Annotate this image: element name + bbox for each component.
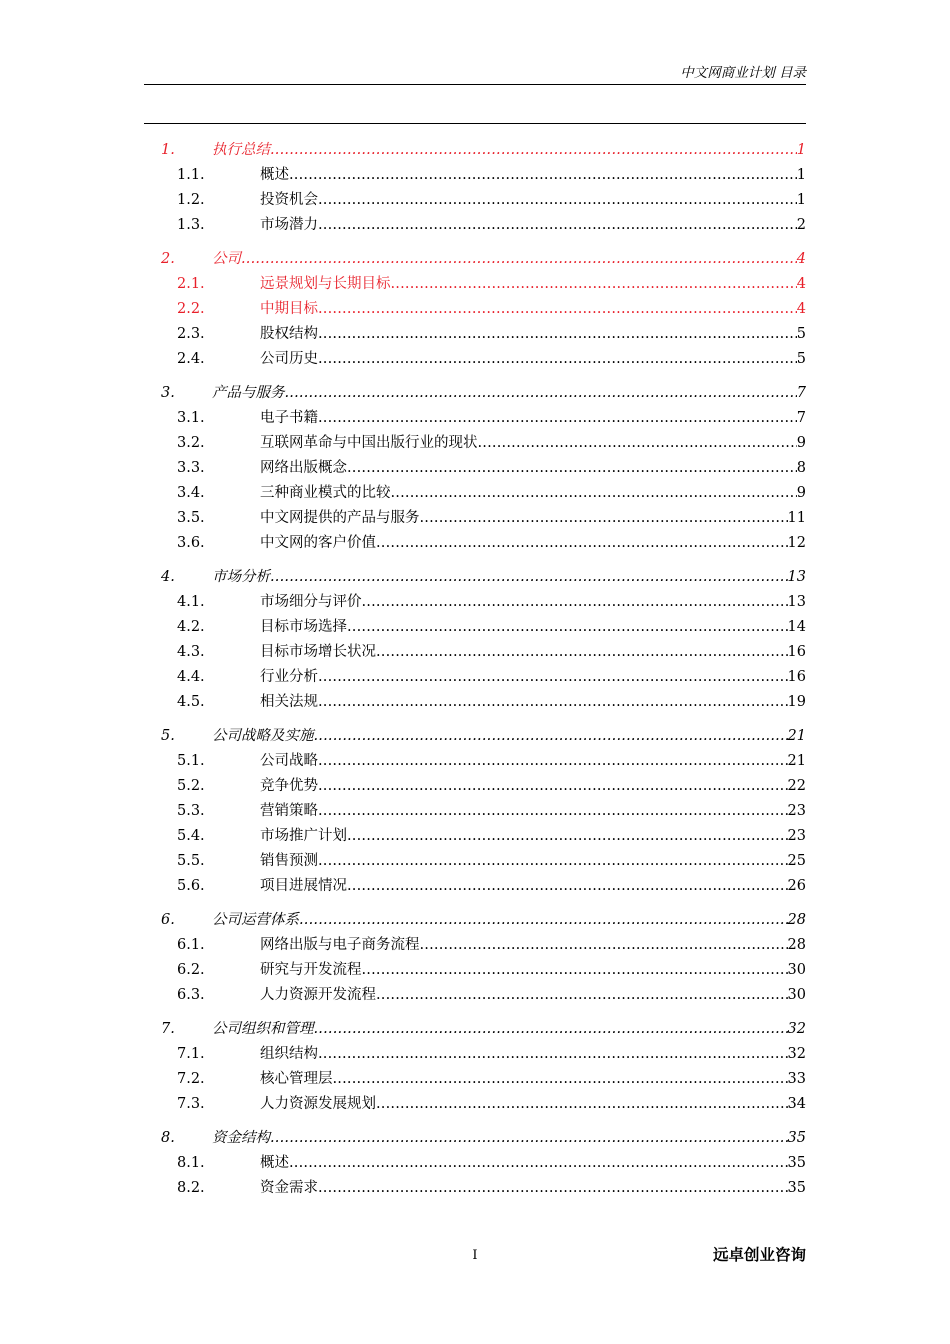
toc-chapter-entry[interactable]	[144, 381, 806, 406]
toc-section-group	[144, 247, 806, 372]
toc-entry-page: 8	[796, 460, 806, 476]
toc-dot-leader	[318, 849, 788, 874]
toc-entry-page: 4	[796, 301, 806, 317]
footer-brand: 远卓创业咨询	[712, 1246, 806, 1264]
toc-entry-number: 3.1.	[177, 410, 205, 426]
page-number: I	[472, 1248, 478, 1263]
toc-entry-number: 5.4.	[177, 828, 205, 844]
toc-section-entry[interactable]	[144, 406, 806, 431]
toc-section-entry[interactable]	[144, 1151, 806, 1176]
toc-entry-title: 资金需求	[260, 1180, 318, 1196]
toc-section-entry[interactable]	[144, 347, 806, 372]
toc-entry-title: 相关法规	[260, 694, 318, 710]
toc-dot-leader	[314, 724, 788, 749]
toc-entry-title: 远景规划与长期目标	[260, 276, 391, 292]
toc-entry-number: 2.4.	[177, 351, 205, 367]
toc-entry-number: 7.1.	[177, 1046, 205, 1062]
toc-dot-leader	[318, 665, 788, 690]
table-of-contents	[144, 138, 806, 1210]
toc-entry-page: 1	[796, 142, 806, 158]
toc-chapter-entry[interactable]	[144, 1126, 806, 1151]
toc-entry-number: 5.2.	[177, 778, 205, 794]
toc-entry-number: 5.5.	[177, 853, 205, 869]
toc-entry-page: 14	[787, 619, 806, 635]
toc-section-entry[interactable]	[144, 1067, 806, 1092]
toc-entry-title: 三种商业模式的比较	[260, 485, 391, 501]
toc-entry-page: 35	[787, 1180, 806, 1196]
toc-dot-leader	[347, 824, 788, 849]
toc-entry-title: 网络出版概念	[260, 460, 347, 476]
toc-section-entry[interactable]	[144, 431, 806, 456]
toc-entry-number: 4.1.	[177, 594, 205, 610]
toc-entry-title: 网络出版与电子商务流程	[260, 937, 420, 953]
toc-dot-leader	[333, 1067, 788, 1092]
toc-entry-number: 2.3.	[177, 326, 205, 342]
toc-entry-page: 23	[787, 828, 806, 844]
toc-chapter-entry[interactable]	[144, 138, 806, 163]
toc-entry-title: 项目进展情况	[260, 878, 347, 894]
toc-dot-leader	[318, 188, 797, 213]
toc-entry-title: 公司运营体系	[212, 912, 299, 928]
toc-entry-page: 34	[787, 1096, 806, 1112]
toc-entry-title: 中文网的客户价值	[260, 535, 376, 551]
page-header: 中文网商业计划 目录	[680, 65, 806, 81]
toc-entry-number: 8.	[161, 1130, 175, 1146]
toc-chapter-entry[interactable]	[144, 1017, 806, 1042]
toc-entry-title: 目标市场增长状况	[260, 644, 376, 660]
toc-dot-leader	[347, 874, 788, 899]
toc-entry-number: 3.4.	[177, 485, 205, 501]
toc-entry-number: 4.4.	[177, 669, 205, 685]
toc-dot-leader	[318, 690, 788, 715]
toc-entry-title: 互联网革命与中国出版行业的现状	[260, 435, 478, 451]
toc-dot-leader	[318, 322, 797, 347]
toc-section-group	[144, 138, 806, 238]
toc-dot-leader	[241, 247, 797, 272]
toc-dot-leader	[420, 506, 788, 531]
toc-section-entry[interactable]	[144, 188, 806, 213]
toc-section-entry[interactable]	[144, 506, 806, 531]
toc-chapter-entry[interactable]	[144, 908, 806, 933]
toc-section-entry[interactable]	[144, 213, 806, 238]
toc-entry-number: 1.3.	[177, 217, 205, 233]
toc-entry-number: 7.2.	[177, 1071, 205, 1087]
toc-entry-page: 32	[787, 1046, 806, 1062]
toc-entry-title: 营销策略	[260, 803, 318, 819]
toc-section-entry[interactable]	[144, 322, 806, 347]
toc-entry-title: 公司战略	[260, 753, 318, 769]
toc-dot-leader	[318, 213, 797, 238]
toc-entry-page: 9	[796, 485, 806, 501]
toc-entry-number: 5.1.	[177, 753, 205, 769]
toc-dot-leader	[376, 1092, 788, 1117]
toc-entry-page: 9	[796, 435, 806, 451]
toc-entry-page: 5	[796, 351, 806, 367]
toc-section-entry[interactable]	[144, 272, 806, 297]
toc-entry-number: 5.	[161, 728, 175, 744]
toc-entry-title: 市场细分与评价	[260, 594, 362, 610]
toc-section-entry[interactable]	[144, 1042, 806, 1067]
toc-entry-number: 6.	[161, 912, 175, 928]
toc-section-entry[interactable]	[144, 874, 806, 899]
toc-top-rule	[144, 123, 806, 124]
toc-entry-title: 概述	[260, 1155, 289, 1171]
toc-section-entry[interactable]	[144, 933, 806, 958]
toc-entry-page: 12	[787, 535, 806, 551]
toc-entry-number: 7.3.	[177, 1096, 205, 1112]
toc-entry-title: 产品与服务	[212, 385, 285, 401]
toc-entry-title: 公司历史	[260, 351, 318, 367]
toc-entry-title: 行业分析	[260, 669, 318, 685]
toc-dot-leader	[478, 431, 797, 456]
toc-entry-title: 概述	[260, 167, 289, 183]
toc-section-group	[144, 908, 806, 1008]
toc-entry-title: 销售预测	[260, 853, 318, 869]
toc-entry-title: 公司战略及实施	[212, 728, 314, 744]
toc-entry-number: 5.3.	[177, 803, 205, 819]
toc-entry-title: 市场推广计划	[260, 828, 347, 844]
toc-section-entry[interactable]	[144, 1176, 806, 1201]
toc-entry-title: 中文网提供的产品与服务	[260, 510, 420, 526]
toc-entry-number: 3.6.	[177, 535, 205, 551]
toc-section-entry[interactable]	[144, 163, 806, 188]
toc-dot-leader	[270, 565, 788, 590]
toc-entry-number: 6.2.	[177, 962, 205, 978]
toc-section-entry[interactable]	[144, 774, 806, 799]
toc-entry-title: 竞争优势	[260, 778, 318, 794]
toc-entry-page: 13	[787, 569, 806, 585]
toc-entry-number: 3.5.	[177, 510, 205, 526]
toc-entry-page: 30	[787, 987, 806, 1003]
toc-section-group	[144, 565, 806, 715]
toc-entry-page: 1	[796, 192, 806, 208]
toc-entry-page: 22	[787, 778, 806, 794]
toc-dot-leader	[318, 799, 788, 824]
toc-entry-page: 2	[796, 217, 806, 233]
toc-entry-number: 4.3.	[177, 644, 205, 660]
toc-dot-leader	[347, 456, 797, 481]
toc-entry-page: 16	[787, 644, 806, 660]
toc-chapter-entry[interactable]	[144, 565, 806, 590]
toc-dot-leader	[314, 1017, 788, 1042]
toc-entry-page: 33	[787, 1071, 806, 1087]
toc-entry-number: 4.2.	[177, 619, 205, 635]
toc-section-group	[144, 1017, 806, 1117]
toc-entry-page: 16	[787, 669, 806, 685]
toc-dot-leader	[318, 347, 797, 372]
toc-chapter-entry[interactable]	[144, 724, 806, 749]
toc-dot-leader	[318, 297, 797, 322]
toc-entry-title: 目标市场选择	[260, 619, 347, 635]
toc-dot-leader	[318, 749, 788, 774]
toc-entry-page: 5	[796, 326, 806, 342]
toc-entry-page: 30	[787, 962, 806, 978]
toc-entry-page: 23	[787, 803, 806, 819]
toc-entry-number: 3.	[161, 385, 175, 401]
toc-section-entry[interactable]	[144, 849, 806, 874]
toc-section-entry[interactable]	[144, 640, 806, 665]
toc-dot-leader	[420, 933, 788, 958]
toc-entry-number: 2.1.	[177, 276, 205, 292]
toc-dot-leader	[376, 640, 788, 665]
toc-section-entry[interactable]	[144, 983, 806, 1008]
toc-section-entry[interactable]	[144, 799, 806, 824]
toc-entry-page: 4	[796, 251, 806, 267]
toc-section-entry[interactable]	[144, 690, 806, 715]
toc-section-entry[interactable]	[144, 297, 806, 322]
toc-entry-title: 核心管理层	[260, 1071, 333, 1087]
toc-entry-page: 11	[787, 510, 806, 526]
toc-entry-page: 32	[787, 1021, 806, 1037]
toc-entry-title: 市场分析	[212, 569, 270, 585]
toc-section-entry[interactable]	[144, 665, 806, 690]
toc-entry-page: 21	[787, 753, 806, 769]
toc-section-entry[interactable]	[144, 481, 806, 506]
toc-entry-page: 21	[787, 728, 806, 744]
toc-dot-leader	[391, 481, 797, 506]
toc-entry-number: 7.	[161, 1021, 175, 1037]
toc-entry-title: 组织结构	[260, 1046, 318, 1062]
toc-entry-number: 4.5.	[177, 694, 205, 710]
toc-dot-leader	[376, 983, 788, 1008]
toc-section-entry[interactable]	[144, 615, 806, 640]
toc-dot-leader	[391, 272, 797, 297]
toc-entry-page: 1	[796, 167, 806, 183]
toc-dot-leader	[318, 774, 788, 799]
toc-entry-page: 19	[787, 694, 806, 710]
header-rule	[144, 84, 806, 85]
toc-section-group	[144, 381, 806, 556]
toc-entry-number: 1.	[161, 142, 175, 158]
toc-entry-number: 3.2.	[177, 435, 205, 451]
toc-section-entry[interactable]	[144, 749, 806, 774]
toc-entry-number: 5.6.	[177, 878, 205, 894]
toc-section-entry[interactable]	[144, 958, 806, 983]
toc-dot-leader	[376, 531, 788, 556]
toc-entry-number: 2.2.	[177, 301, 205, 317]
toc-entry-number: 8.1.	[177, 1155, 205, 1171]
toc-entry-number: 4.	[161, 569, 175, 585]
toc-entry-page: 26	[787, 878, 806, 894]
toc-section-entry[interactable]	[144, 456, 806, 481]
toc-entry-number: 8.2.	[177, 1180, 205, 1196]
toc-chapter-entry[interactable]	[144, 247, 806, 272]
toc-entry-page: 28	[787, 912, 806, 928]
toc-entry-number: 1.2.	[177, 192, 205, 208]
toc-entry-page: 35	[787, 1155, 806, 1171]
toc-dot-leader	[318, 1176, 788, 1201]
toc-entry-title: 公司	[212, 251, 241, 267]
toc-section-entry[interactable]	[144, 824, 806, 849]
toc-entry-number: 1.1.	[177, 167, 205, 183]
toc-entry-title: 投资机会	[260, 192, 318, 208]
toc-entry-title: 股权结构	[260, 326, 318, 342]
toc-dot-leader	[318, 1042, 788, 1067]
toc-section-entry[interactable]	[144, 590, 806, 615]
toc-section-entry[interactable]	[144, 531, 806, 556]
toc-section-group	[144, 1126, 806, 1201]
toc-entry-title: 中期目标	[260, 301, 318, 317]
toc-entry-number: 6.3.	[177, 987, 205, 1003]
toc-entry-page: 7	[796, 385, 806, 401]
toc-entry-title: 人力资源开发流程	[260, 987, 376, 1003]
toc-dot-leader	[270, 1126, 788, 1151]
toc-entry-number: 3.3.	[177, 460, 205, 476]
toc-entry-page: 7	[796, 410, 806, 426]
toc-entry-page: 4	[796, 276, 806, 292]
toc-entry-page: 35	[787, 1130, 806, 1146]
toc-entry-page: 28	[787, 937, 806, 953]
toc-entry-title: 研究与开发流程	[260, 962, 362, 978]
toc-entry-title: 资金结构	[212, 1130, 270, 1146]
toc-dot-leader	[347, 615, 788, 640]
toc-entry-title: 公司组织和管理	[212, 1021, 314, 1037]
toc-section-group	[144, 724, 806, 899]
toc-dot-leader	[362, 958, 788, 983]
toc-entry-title: 执行总结	[212, 142, 270, 158]
toc-dot-leader	[270, 138, 797, 163]
toc-dot-leader	[362, 590, 788, 615]
toc-entry-title: 人力资源发展规划	[260, 1096, 376, 1112]
toc-entry-page: 13	[787, 594, 806, 610]
toc-entry-number: 6.1.	[177, 937, 205, 953]
toc-dot-leader	[285, 381, 797, 406]
toc-entry-number: 2.	[161, 251, 175, 267]
toc-dot-leader	[318, 406, 797, 431]
toc-entry-title: 市场潜力	[260, 217, 318, 233]
toc-section-entry[interactable]	[144, 1092, 806, 1117]
toc-entry-page: 25	[787, 853, 806, 869]
toc-dot-leader	[289, 1151, 788, 1176]
toc-entry-title: 电子书籍	[260, 410, 318, 426]
toc-dot-leader	[299, 908, 788, 933]
toc-dot-leader	[289, 163, 797, 188]
